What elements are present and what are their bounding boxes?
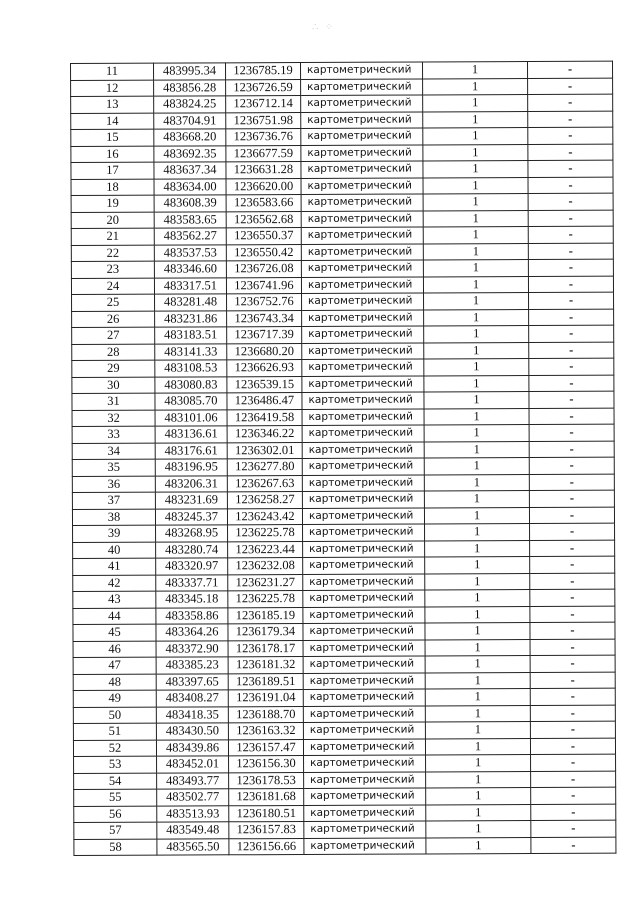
method-cell: картометрический <box>301 227 423 244</box>
y-coordinate-cell: 1236231.27 <box>228 574 303 591</box>
point-number-cell: 34 <box>72 443 155 460</box>
point-number-cell: 26 <box>72 311 155 328</box>
x-coordinate-cell: 483280.74 <box>156 541 228 558</box>
description-cell: - <box>528 259 613 276</box>
x-coordinate-cell: 483565.50 <box>157 838 229 855</box>
method-cell: картометрический <box>302 507 424 524</box>
accuracy-cell: 1 <box>425 573 530 590</box>
point-number-cell: 13 <box>71 96 154 113</box>
accuracy-cell: 1 <box>423 227 528 244</box>
method-cell: картометрический <box>302 342 424 359</box>
method-cell: картометрический <box>304 771 426 788</box>
point-number-cell: 15 <box>71 129 154 146</box>
y-coordinate-cell: 1236419.58 <box>227 409 302 426</box>
accuracy-cell: 1 <box>424 326 529 343</box>
accuracy-cell: 1 <box>424 375 529 392</box>
point-number-cell: 31 <box>72 393 155 410</box>
y-coordinate-cell: 1236785.19 <box>226 62 301 79</box>
description-cell: - <box>528 160 613 177</box>
description-cell: - <box>531 787 616 804</box>
point-number-cell: 28 <box>72 344 155 361</box>
description-cell: - <box>529 292 614 309</box>
description-cell: - <box>529 441 614 458</box>
accuracy-cell: 1 <box>424 359 529 376</box>
accuracy-cell: 1 <box>425 655 530 672</box>
description-cell: - <box>529 408 614 425</box>
accuracy-cell: 1 <box>425 556 530 573</box>
y-coordinate-cell: 1236225.78 <box>228 590 303 607</box>
point-number-cell: 42 <box>73 575 156 592</box>
description-cell: - <box>530 573 615 590</box>
y-coordinate-cell: 1236156.66 <box>229 838 304 855</box>
description-cell: - <box>528 226 613 243</box>
method-cell: картометрический <box>301 128 423 145</box>
description-cell: - <box>530 622 615 639</box>
y-coordinate-cell: 1236180.51 <box>229 805 304 822</box>
description-cell: - <box>528 111 613 128</box>
x-coordinate-cell: 483346.60 <box>154 261 226 278</box>
point-number-cell: 46 <box>73 641 156 658</box>
x-coordinate-cell: 483281.48 <box>155 294 227 311</box>
point-number-cell: 53 <box>74 756 157 773</box>
description-cell: - <box>529 457 614 474</box>
description-cell: - <box>528 94 613 111</box>
y-coordinate-cell: 1236726.59 <box>226 79 301 96</box>
point-number-cell: 30 <box>72 377 155 394</box>
y-coordinate-cell: 1236726.08 <box>226 260 301 277</box>
method-cell: картометрический <box>302 441 424 458</box>
description-cell: - <box>528 127 613 144</box>
x-coordinate-cell: 483692.35 <box>154 145 226 162</box>
y-coordinate-cell: 1236267.63 <box>227 475 302 492</box>
accuracy-cell: 1 <box>424 309 529 326</box>
point-number-cell: 36 <box>72 476 155 493</box>
x-coordinate-cell: 483562.27 <box>154 228 226 245</box>
x-coordinate-cell: 483995.34 <box>154 63 226 80</box>
x-coordinate-cell: 483824.25 <box>154 96 226 113</box>
method-cell: картометрический <box>302 375 424 392</box>
method-cell: картометрический <box>302 408 424 425</box>
x-coordinate-cell: 483101.06 <box>155 409 227 426</box>
description-cell: - <box>530 639 615 656</box>
method-cell: картометрический <box>301 95 423 112</box>
accuracy-cell: 1 <box>425 523 530 540</box>
method-cell: картометрический <box>301 243 423 260</box>
description-cell: - <box>530 556 615 573</box>
method-cell: картометрический <box>302 293 424 310</box>
point-number-cell: 17 <box>71 162 154 179</box>
description-cell: - <box>531 754 616 771</box>
x-coordinate-cell: 483320.97 <box>156 558 228 575</box>
method-cell: картометрический <box>303 738 425 755</box>
x-coordinate-cell: 483268.95 <box>156 525 228 542</box>
x-coordinate-cell: 483317.51 <box>154 277 226 294</box>
x-coordinate-cell: 483637.34 <box>154 162 226 179</box>
method-cell: картометрический <box>301 194 423 211</box>
y-coordinate-cell: 1236163.32 <box>228 722 303 739</box>
x-coordinate-cell: 483452.01 <box>157 756 229 773</box>
accuracy-cell: 1 <box>425 705 530 722</box>
x-coordinate-cell: 483430.50 <box>156 723 228 740</box>
method-cell: картометрический <box>303 672 425 689</box>
y-coordinate-cell: 1236346.22 <box>227 425 302 442</box>
description-cell: - <box>530 688 615 705</box>
point-number-cell: 25 <box>72 294 155 311</box>
x-coordinate-cell: 483418.35 <box>156 706 228 723</box>
y-coordinate-cell: 1236631.28 <box>226 161 301 178</box>
x-coordinate-cell: 483108.53 <box>155 360 227 377</box>
point-number-cell: 43 <box>73 591 156 608</box>
method-cell: картометрический <box>301 260 423 277</box>
x-coordinate-cell: 483634.00 <box>154 178 226 195</box>
coordinates-table <box>70 61 616 856</box>
y-coordinate-cell: 1236562.68 <box>226 211 301 228</box>
point-number-cell: 22 <box>71 245 154 262</box>
description-cell: - <box>530 705 615 722</box>
accuracy-cell: 1 <box>423 260 528 277</box>
accuracy-cell: 1 <box>424 293 529 310</box>
method-cell: картометрический <box>301 276 423 293</box>
description-cell: - <box>529 424 614 441</box>
method-cell: картометрический <box>303 656 425 673</box>
description-cell: - <box>530 589 615 606</box>
x-coordinate-cell: 483704.91 <box>154 112 226 129</box>
x-coordinate-cell: 483513.93 <box>157 805 229 822</box>
x-coordinate-cell: 483583.65 <box>154 211 226 228</box>
y-coordinate-cell: 1236189.51 <box>228 673 303 690</box>
description-cell: - <box>531 771 616 788</box>
method-cell: картометрический <box>303 705 425 722</box>
description-cell: - <box>528 144 613 161</box>
accuracy-cell: 1 <box>422 62 527 79</box>
accuracy-cell: 1 <box>426 754 531 771</box>
point-number-cell: 20 <box>71 212 154 229</box>
accuracy-cell: 1 <box>424 425 529 442</box>
method-cell: картометрический <box>302 425 424 442</box>
x-coordinate-cell: 483668.20 <box>154 129 226 146</box>
accuracy-cell: 1 <box>423 144 528 161</box>
accuracy-cell: 1 <box>423 194 528 211</box>
method-cell: картометрический <box>304 837 426 854</box>
y-coordinate-cell: 1236583.66 <box>226 194 301 211</box>
method-cell: картометрический <box>302 474 424 491</box>
accuracy-cell: 1 <box>425 606 530 623</box>
method-cell: картометрический <box>302 392 424 409</box>
point-number-cell: 40 <box>73 542 156 559</box>
point-number-cell: 47 <box>73 657 156 674</box>
method-cell: картометрический <box>301 177 423 194</box>
x-coordinate-cell: 483549.48 <box>157 822 229 839</box>
point-number-cell: 49 <box>73 690 156 707</box>
point-number-cell: 58 <box>74 839 157 856</box>
accuracy-cell: 1 <box>424 458 529 475</box>
x-coordinate-cell: 483141.33 <box>155 343 227 360</box>
point-number-cell: 19 <box>71 195 154 212</box>
point-number-cell: 21 <box>71 228 154 245</box>
method-cell: картометрический <box>302 491 424 508</box>
point-number-cell: 14 <box>71 113 154 130</box>
point-number-cell: 52 <box>73 740 156 757</box>
description-cell: - <box>530 672 615 689</box>
description-cell: - <box>528 276 613 293</box>
y-coordinate-cell: 1236486.47 <box>227 392 302 409</box>
point-number-cell: 32 <box>72 410 155 427</box>
method-cell: картометрический <box>304 788 426 805</box>
y-coordinate-cell: 1236752.76 <box>227 293 302 310</box>
x-coordinate-cell: 483385.23 <box>156 657 228 674</box>
description-cell: - <box>530 523 615 540</box>
y-coordinate-cell: 1236157.47 <box>228 739 303 756</box>
method-cell: картометрический <box>303 606 425 623</box>
accuracy-cell: 1 <box>423 95 528 112</box>
method-cell: картометрический <box>303 557 425 574</box>
method-cell: картометрический <box>303 639 425 656</box>
method-cell: картометрический <box>304 821 426 838</box>
scan-smudge: ∴ ⁘ <box>312 22 336 33</box>
method-cell: картометрический <box>302 359 424 376</box>
point-number-cell: 29 <box>72 360 155 377</box>
x-coordinate-cell: 483231.86 <box>155 310 227 327</box>
point-number-cell: 41 <box>73 558 156 575</box>
method-cell: картометрический <box>302 309 424 326</box>
description-cell: - <box>529 490 614 507</box>
point-number-cell: 50 <box>73 707 156 724</box>
accuracy-cell: 1 <box>425 589 530 606</box>
accuracy-cell: 1 <box>426 837 531 854</box>
y-coordinate-cell: 1236232.08 <box>228 557 303 574</box>
method-cell: картометрический <box>302 458 424 475</box>
description-cell: - <box>529 309 614 326</box>
method-cell: картометрический <box>303 524 425 541</box>
y-coordinate-cell: 1236179.34 <box>228 623 303 640</box>
y-coordinate-cell: 1236712.14 <box>226 95 301 112</box>
x-coordinate-cell: 483231.69 <box>155 492 227 509</box>
point-number-cell: 38 <box>72 509 155 526</box>
x-coordinate-cell: 483345.18 <box>156 591 228 608</box>
accuracy-cell: 1 <box>423 128 528 145</box>
method-cell: картометрический <box>303 623 425 640</box>
method-cell: картометрический <box>301 62 423 79</box>
accuracy-cell: 1 <box>423 161 528 178</box>
accuracy-cell: 1 <box>423 276 528 293</box>
y-coordinate-cell: 1236225.78 <box>228 524 303 541</box>
x-coordinate-cell: 483856.28 <box>154 79 226 96</box>
y-coordinate-cell: 1236302.01 <box>227 442 302 459</box>
x-coordinate-cell: 483085.70 <box>155 393 227 410</box>
description-cell: - <box>531 804 616 821</box>
y-coordinate-cell: 1236157.83 <box>229 821 304 838</box>
y-coordinate-cell: 1236741.96 <box>226 277 301 294</box>
accuracy-cell: 1 <box>425 688 530 705</box>
y-coordinate-cell: 1236156.30 <box>229 755 304 772</box>
accuracy-cell: 1 <box>423 243 528 260</box>
y-coordinate-cell: 1236181.68 <box>229 788 304 805</box>
point-number-cell: 39 <box>73 525 156 542</box>
x-coordinate-cell: 483493.77 <box>157 772 229 789</box>
x-coordinate-cell: 483397.65 <box>156 673 228 690</box>
y-coordinate-cell: 1236717.39 <box>227 326 302 343</box>
y-coordinate-cell: 1236185.19 <box>228 607 303 624</box>
y-coordinate-cell: 1236223.44 <box>228 541 303 558</box>
x-coordinate-cell: 483372.90 <box>156 640 228 657</box>
x-coordinate-cell: 483358.86 <box>156 607 228 624</box>
x-coordinate-cell: 483337.71 <box>156 574 228 591</box>
description-cell: - <box>529 474 614 491</box>
y-coordinate-cell: 1236743.34 <box>227 310 302 327</box>
description-cell: - <box>528 78 613 95</box>
x-coordinate-cell: 483608.39 <box>154 195 226 212</box>
y-coordinate-cell: 1236620.00 <box>226 178 301 195</box>
point-number-cell: 27 <box>72 327 155 344</box>
description-cell: - <box>530 540 615 557</box>
point-number-cell: 45 <box>73 624 156 641</box>
description-cell: - <box>530 606 615 623</box>
accuracy-cell: 1 <box>425 639 530 656</box>
y-coordinate-cell: 1236191.04 <box>228 689 303 706</box>
method-cell: картометрический <box>304 804 426 821</box>
description-cell: - <box>528 243 613 260</box>
point-number-cell: 54 <box>74 773 157 790</box>
description-cell: - <box>531 820 616 837</box>
point-number-cell: 56 <box>74 806 157 823</box>
description-cell: - <box>528 193 613 210</box>
y-coordinate-cell: 1236181.32 <box>228 656 303 673</box>
accuracy-cell: 1 <box>426 787 531 804</box>
y-coordinate-cell: 1236178.17 <box>228 640 303 657</box>
point-number-cell: 12 <box>71 80 154 97</box>
description-cell: - <box>529 325 614 342</box>
y-coordinate-cell: 1236736.76 <box>226 128 301 145</box>
method-cell: картометрический <box>301 78 423 95</box>
accuracy-cell: 1 <box>423 210 528 227</box>
description-cell: - <box>529 507 614 524</box>
point-number-cell: 57 <box>74 822 157 839</box>
description-cell: - <box>529 358 614 375</box>
accuracy-cell: 1 <box>424 490 529 507</box>
x-coordinate-cell: 483408.27 <box>156 690 228 707</box>
method-cell: картометрический <box>302 326 424 343</box>
point-number-cell: 18 <box>71 179 154 196</box>
x-coordinate-cell: 483136.61 <box>155 426 227 443</box>
method-cell: картометрический <box>303 573 425 590</box>
x-coordinate-cell: 483245.37 <box>155 508 227 525</box>
method-cell: картометрический <box>304 755 426 772</box>
y-coordinate-cell: 1236680.20 <box>227 343 302 360</box>
accuracy-cell: 1 <box>424 342 529 359</box>
y-coordinate-cell: 1236188.70 <box>228 706 303 723</box>
y-coordinate-cell: 1236550.42 <box>226 244 301 261</box>
accuracy-cell: 1 <box>423 78 528 95</box>
point-number-cell: 48 <box>73 674 156 691</box>
x-coordinate-cell: 483502.77 <box>157 789 229 806</box>
y-coordinate-cell: 1236243.42 <box>227 508 302 525</box>
description-cell: - <box>530 738 615 755</box>
accuracy-cell: 1 <box>424 392 529 409</box>
x-coordinate-cell: 483196.95 <box>155 459 227 476</box>
x-coordinate-cell: 483206.31 <box>155 475 227 492</box>
coordinates-table-body <box>71 61 616 855</box>
description-cell: - <box>531 837 616 854</box>
y-coordinate-cell: 1236677.59 <box>226 145 301 162</box>
accuracy-cell: 1 <box>425 738 530 755</box>
accuracy-cell: 1 <box>425 540 530 557</box>
y-coordinate-cell: 1236550.37 <box>226 227 301 244</box>
method-cell: картометрический <box>301 161 423 178</box>
point-number-cell: 37 <box>72 492 155 509</box>
y-coordinate-cell: 1236178.53 <box>229 772 304 789</box>
point-number-cell: 23 <box>71 261 154 278</box>
accuracy-cell: 1 <box>423 111 528 128</box>
accuracy-cell: 1 <box>424 507 529 524</box>
description-cell: - <box>528 177 613 194</box>
point-number-cell: 35 <box>72 459 155 476</box>
x-coordinate-cell: 483183.51 <box>155 327 227 344</box>
y-coordinate-cell: 1236277.80 <box>227 458 302 475</box>
x-coordinate-cell: 483364.26 <box>156 624 228 641</box>
point-number-cell: 11 <box>71 63 154 80</box>
method-cell: картометрический <box>303 689 425 706</box>
method-cell: картометрический <box>303 590 425 607</box>
accuracy-cell: 1 <box>426 771 531 788</box>
point-number-cell: 24 <box>71 278 154 295</box>
accuracy-cell: 1 <box>424 474 529 491</box>
point-number-cell: 51 <box>73 723 156 740</box>
y-coordinate-cell: 1236539.15 <box>227 376 302 393</box>
method-cell: картометрический <box>303 722 425 739</box>
x-coordinate-cell: 483080.83 <box>155 376 227 393</box>
description-cell: - <box>530 655 615 672</box>
method-cell: картометрический <box>301 210 423 227</box>
x-coordinate-cell: 483176.61 <box>155 442 227 459</box>
point-number-cell: 44 <box>73 608 156 625</box>
description-cell: - <box>527 61 612 78</box>
description-cell: - <box>529 375 614 392</box>
accuracy-cell: 1 <box>425 672 530 689</box>
accuracy-cell: 1 <box>424 408 529 425</box>
method-cell: картометрический <box>303 540 425 557</box>
y-coordinate-cell: 1236751.98 <box>226 112 301 129</box>
point-number-cell: 33 <box>72 426 155 443</box>
accuracy-cell: 1 <box>424 441 529 458</box>
point-number-cell: 55 <box>74 789 157 806</box>
accuracy-cell: 1 <box>425 622 530 639</box>
method-cell: картометрический <box>301 144 423 161</box>
accuracy-cell: 1 <box>423 177 528 194</box>
description-cell: - <box>528 210 613 227</box>
description-cell: - <box>529 391 614 408</box>
accuracy-cell: 1 <box>425 721 530 738</box>
x-coordinate-cell: 483537.53 <box>154 244 226 261</box>
accuracy-cell: 1 <box>426 820 531 837</box>
table-row <box>74 837 616 856</box>
description-cell: - <box>530 721 615 738</box>
y-coordinate-cell: 1236258.27 <box>227 491 302 508</box>
description-cell: - <box>529 342 614 359</box>
accuracy-cell: 1 <box>426 804 531 821</box>
x-coordinate-cell: 483439.86 <box>156 739 228 756</box>
method-cell: картометрический <box>301 111 423 128</box>
point-number-cell: 16 <box>71 146 154 163</box>
y-coordinate-cell: 1236626.93 <box>227 359 302 376</box>
